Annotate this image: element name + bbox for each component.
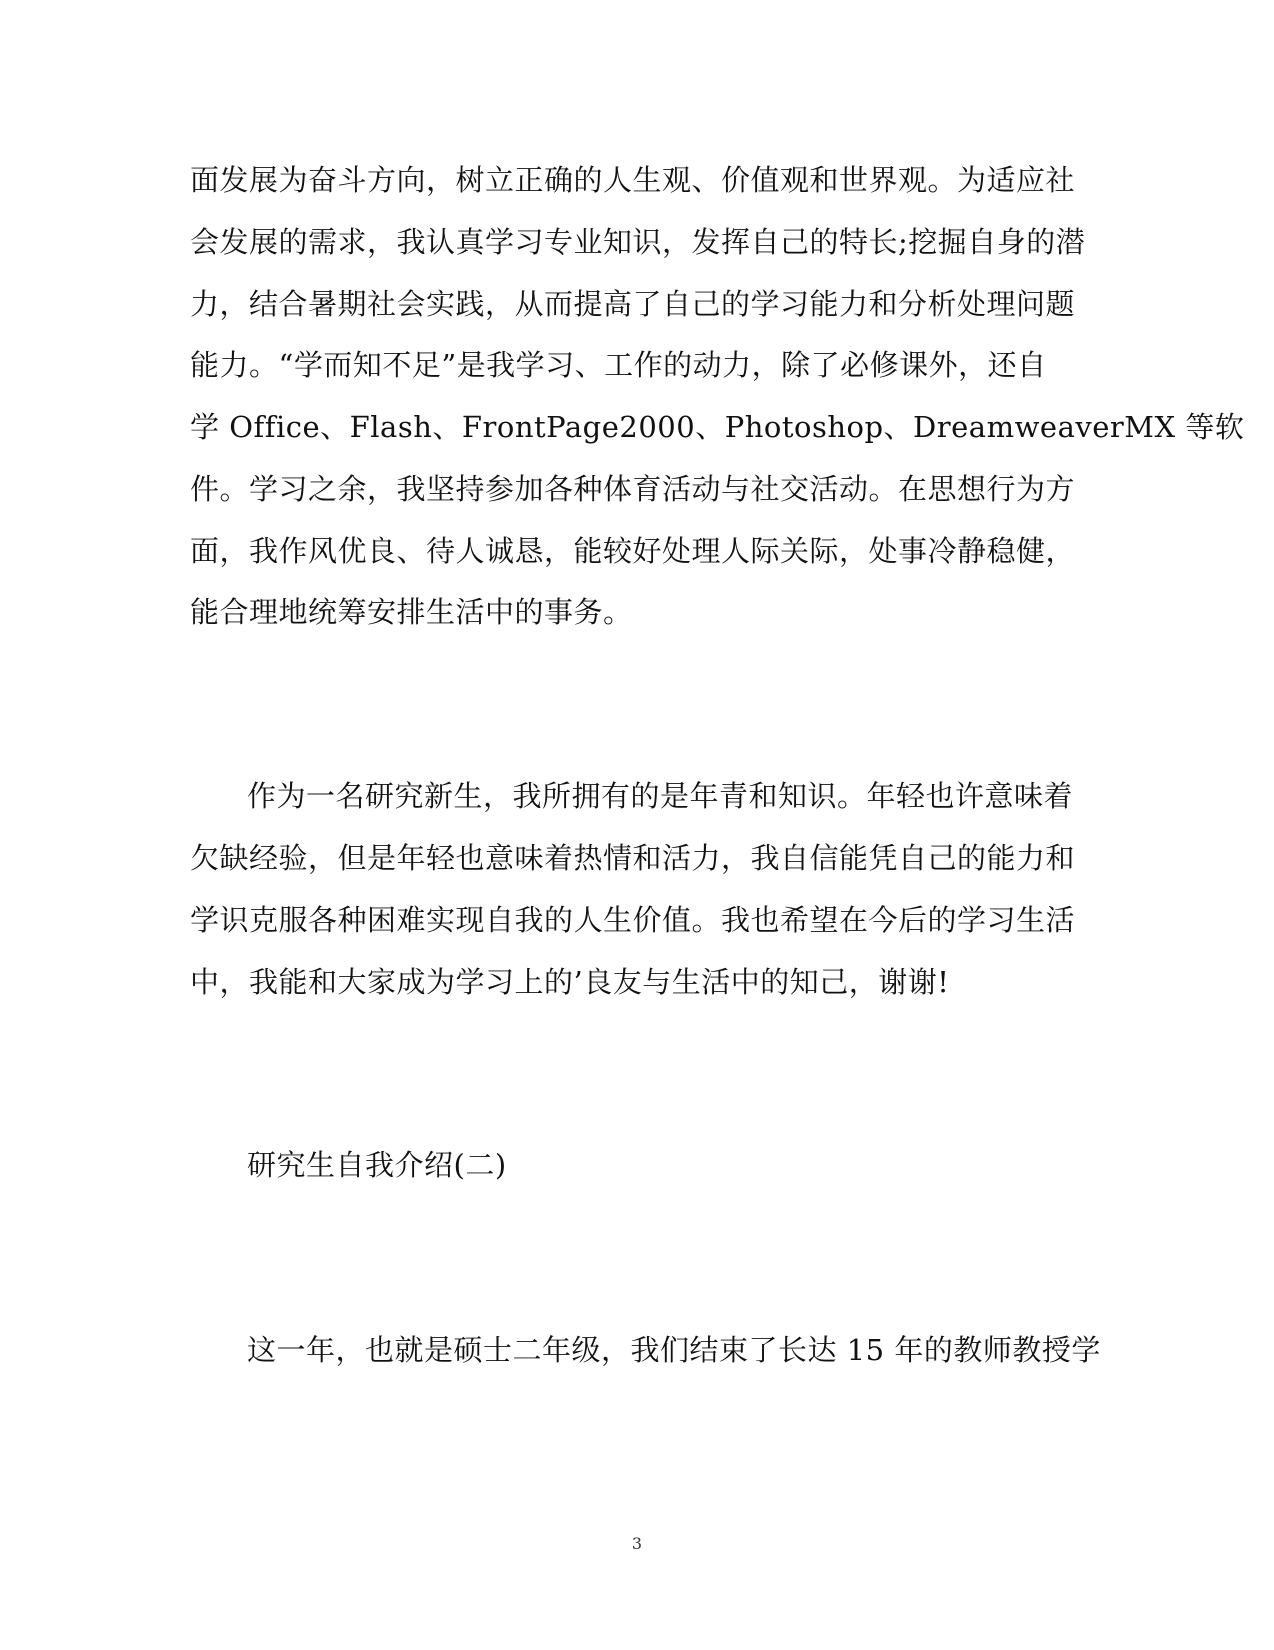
paragraph-line: 件。学习之余，我坚持参加各种体育活动与社交活动。在思想行为方 [190,472,1076,506]
paragraph-line: 学识克服各种困难实现自我的人生价值。我也希望在今后的学习生活 [190,903,1076,937]
paragraph-line: 能力。“学而知不足”是我学习、工作的动力，除了必修课外，还自 [190,348,1047,382]
paragraph-line: 面，我作风优良、待人诚恳，能较好处理人际关际，处事冷静稳健， [190,534,1076,568]
paragraph-line: 中，我能和大家成为学习上的’良友与生活中的知己，谢谢! [190,965,950,999]
paragraph-line: 学 Office、Flash、FrontPage2000、Photoshop、DreamweaverMX 等软 [190,410,1245,444]
paragraph-line: 作为一名研究新生，我所拥有的是年青和知识。年轻也许意味着 [247,779,1074,813]
page-number: 3 [631,1534,643,1553]
paragraph-line: 会发展的需求，我认真学习专业知识，发挥自己的特长;挖掘自身的潜 [190,225,1086,259]
paragraph-line: 能合理地统筹安排生活中的事务。 [190,595,633,629]
section-title: 研究生自我介绍(二) [247,1148,507,1182]
paragraph-line: 这一年，也就是硕士二年级，我们结束了长达 15 年的教师教授学 [247,1333,1101,1367]
paragraph-line: 面发展为奋斗方向，树立正确的人生观、价值观和世界观。为适应社 [190,163,1076,197]
paragraph-line: 力，结合暑期社会实践，从而提高了自己的学习能力和分析处理问题 [190,287,1076,321]
paragraph-line: 欠缺经验，但是年轻也意味着热情和活力，我自信能凭自己的能力和 [190,841,1076,875]
